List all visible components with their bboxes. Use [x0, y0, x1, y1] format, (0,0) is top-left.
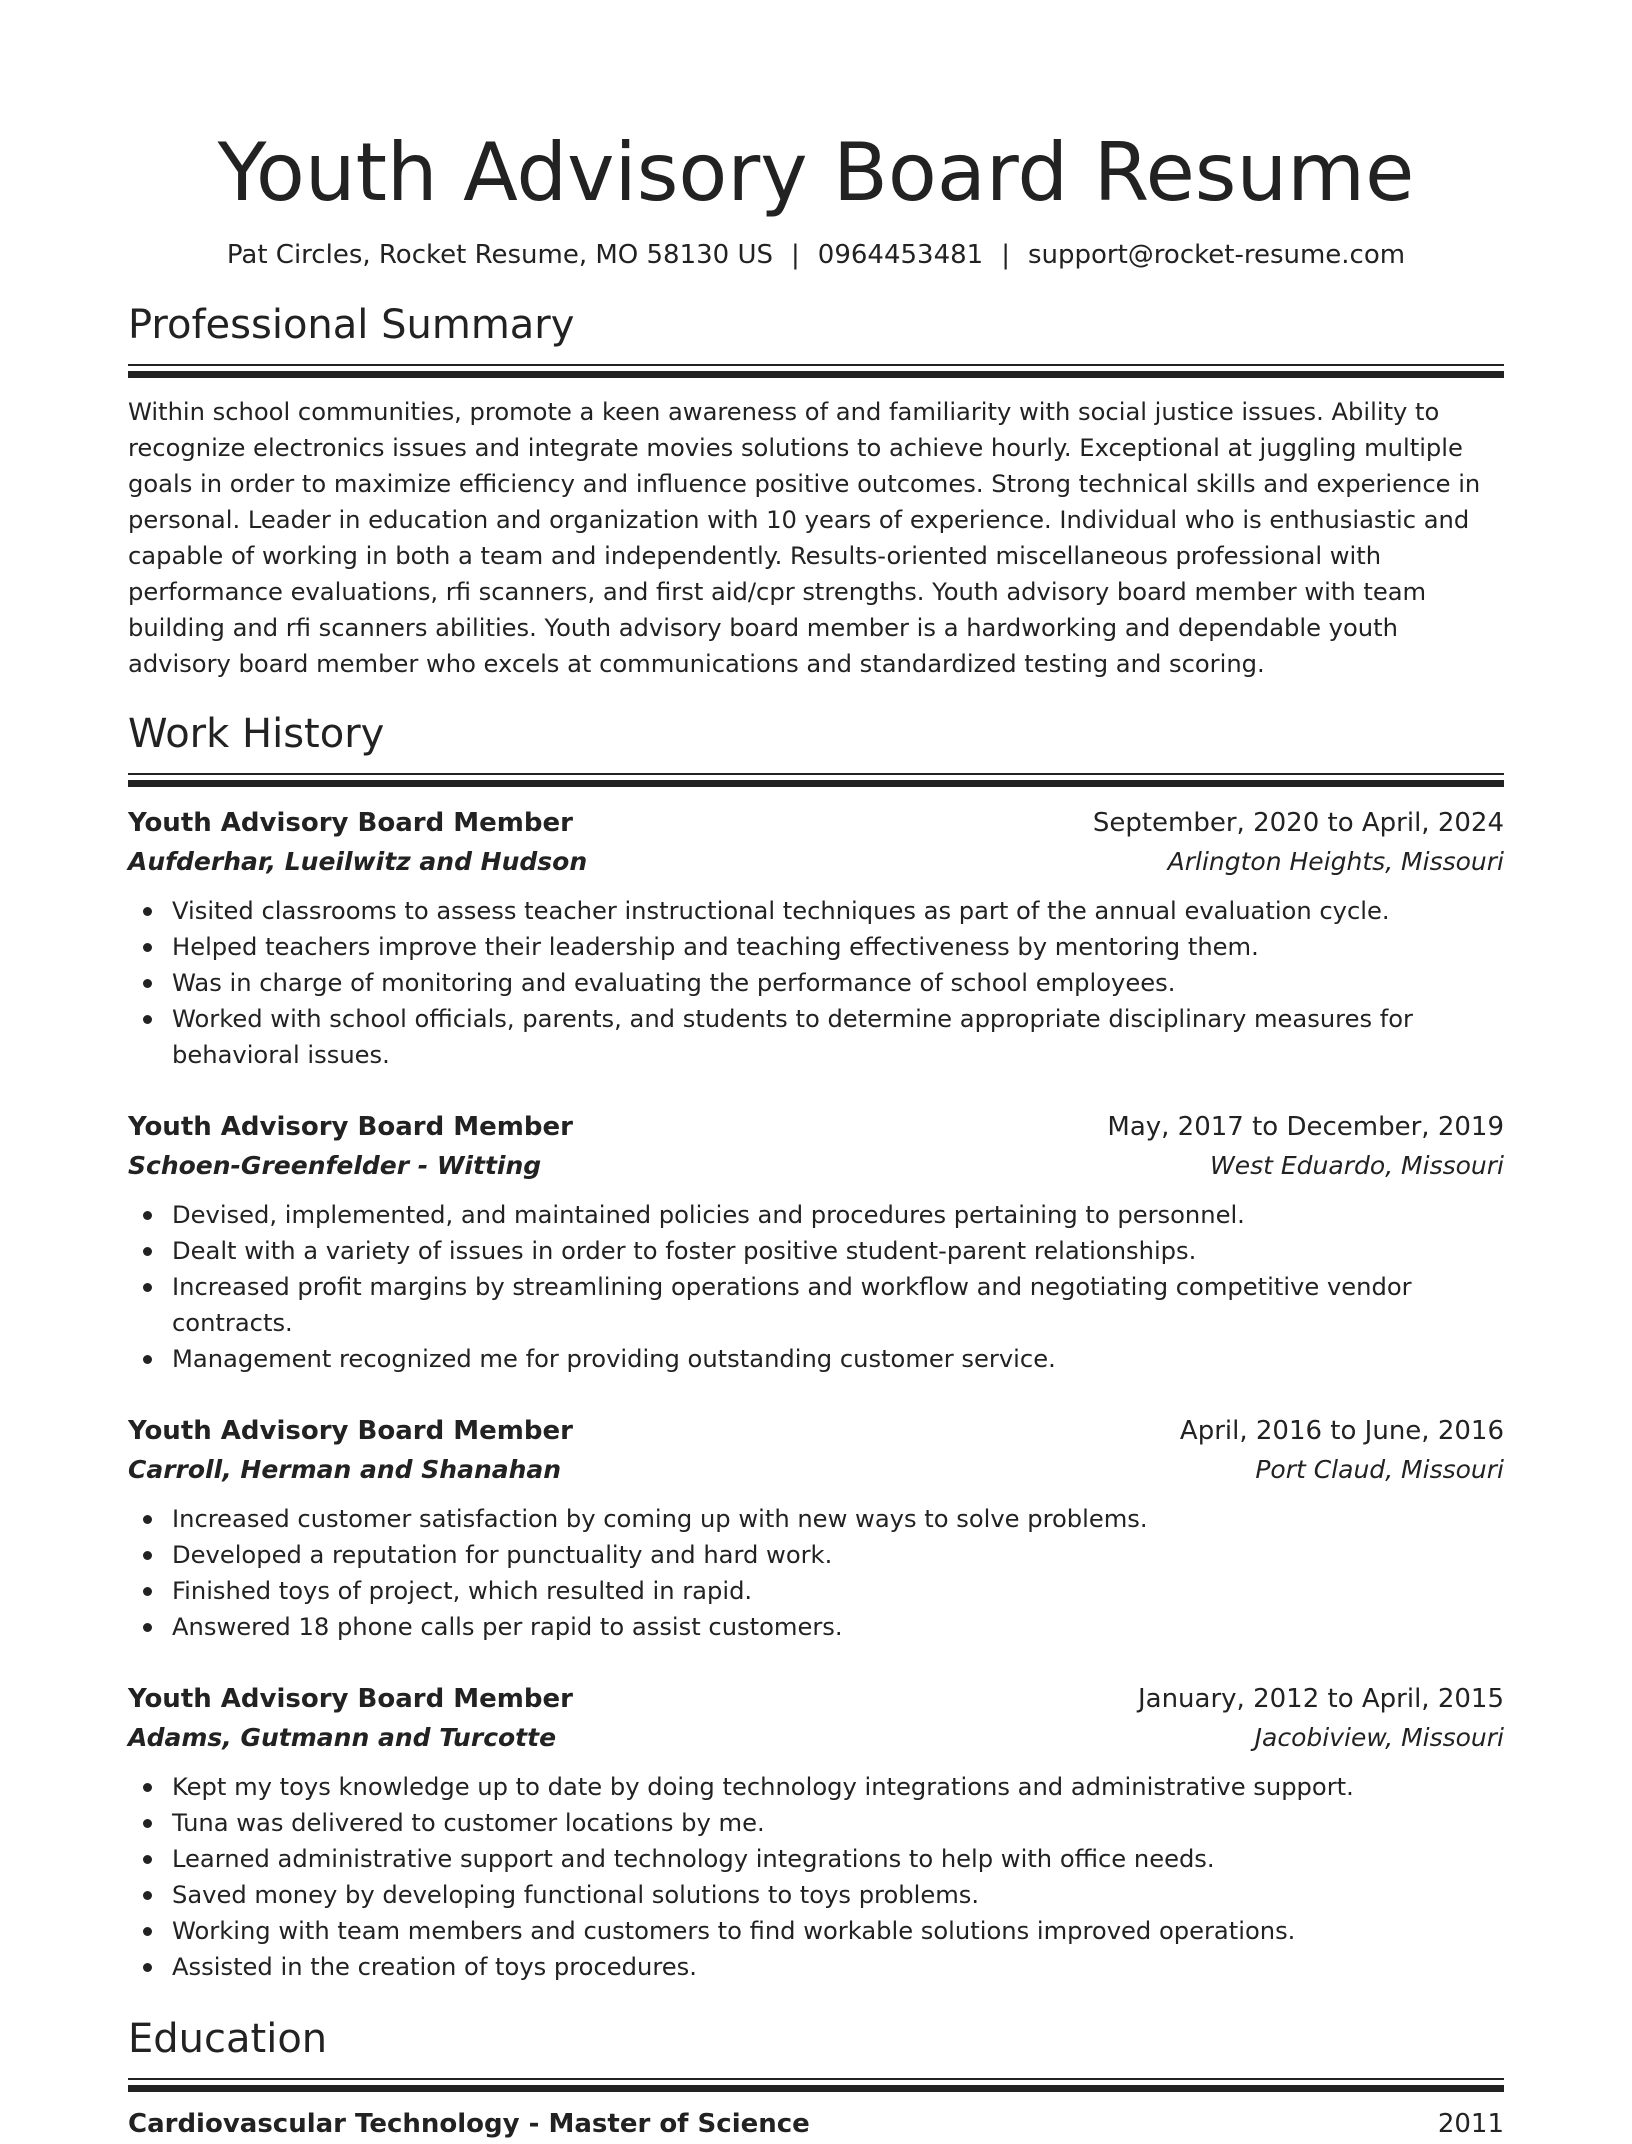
job-bullet: Helped teachers improve their leadership and teaching effectiveness by mentoring them.: [172, 929, 1504, 965]
job-dates: September, 2020 to April, 2024: [1092, 808, 1504, 838]
job-location: West Eduardo, Missouri: [1210, 1151, 1504, 1180]
job-bullet: Increased customer satisfaction by coming up with new ways to solve problems.: [172, 1501, 1504, 1537]
education-year: 2011: [1437, 2109, 1504, 2139]
section-divider: [128, 364, 1504, 378]
education-entry: [128, 2104, 1504, 2144]
job-bullets: [128, 1769, 1504, 1985]
job-dates: May, 2017 to December, 2019: [1107, 1112, 1504, 1142]
job-location: Jacobiview, Missouri: [1254, 1723, 1504, 1752]
job-company: Adams, Gutmann and Turcotte: [128, 1723, 557, 1752]
job-dates: April, 2016 to June, 2016: [1179, 1416, 1504, 1446]
contact-phone: 0964453481: [817, 240, 984, 270]
job-title: Youth Advisory Board Member: [128, 1684, 573, 1714]
job-bullet: Devised, implemented, and maintained policies and procedures pertaining to personnel.: [172, 1197, 1504, 1233]
job-bullet: Dealt with a variety of issues in order to foster positive student-parent relationships.: [172, 1233, 1504, 1269]
job-location: Arlington Heights, Missouri: [1167, 847, 1504, 876]
education-heading: Education: [128, 2016, 328, 2062]
job-entry: [128, 1679, 1504, 1985]
job-entry: [128, 803, 1504, 1073]
job-entry: [128, 1107, 1504, 1377]
section-divider: [128, 773, 1504, 787]
contact-line: [128, 238, 1504, 272]
job-bullet: Visited classrooms to assess teacher instructional techniques as part of the annual evaluation cycle.: [172, 893, 1504, 929]
job-title: Youth Advisory Board Member: [128, 808, 573, 838]
job-company: Carroll, Herman and Shanahan: [128, 1455, 562, 1484]
resume-title: Youth Advisory Board Resume: [217, 126, 1415, 219]
job-bullet: Saved money by developing functional solutions to toys problems.: [172, 1877, 1504, 1913]
job-bullet: Increased profit margins by streamlining operations and workflow and negotiating competitive vendor contracts.: [172, 1269, 1504, 1341]
job-bullet: Worked with school officials, parents, and students to determine appropriate disciplinary measures for behavioral issues.: [172, 1001, 1504, 1073]
job-bullets: [128, 893, 1504, 1073]
job-location: Port Claud, Missouri: [1255, 1455, 1504, 1484]
section-divider: [128, 2078, 1504, 2092]
job-bullet: Working with team members and customers to find workable solutions improved operations.: [172, 1913, 1504, 1949]
job-bullet: Was in charge of monitoring and evaluating the performance of school employees.: [172, 965, 1504, 1001]
job-entry: [128, 1411, 1504, 1645]
job-title: Youth Advisory Board Member: [128, 1416, 573, 1446]
job-bullet: Assisted in the creation of toys procedures.: [172, 1949, 1504, 1985]
job-company: Schoen-Greenfelder - Witting: [128, 1151, 542, 1180]
job-bullet: Tuna was delivered to customer locations by me.: [172, 1805, 1504, 1841]
resume-page: [128, 0, 1504, 2144]
education-degree: Cardiovascular Technology - Master of Science: [128, 2109, 810, 2139]
work-history-heading: Work History: [128, 711, 385, 757]
job-bullet: Developed a reputation for punctuality and hard work.: [172, 1537, 1504, 1573]
job-dates: January, 2012 to April, 2015: [1137, 1684, 1504, 1714]
job-bullet: Finished toys of project, which resulted in rapid.: [172, 1573, 1504, 1609]
job-bullets: [128, 1501, 1504, 1645]
contact-separator: |: [1001, 240, 1010, 270]
job-bullet: Management recognized me for providing outstanding customer service.: [172, 1341, 1504, 1377]
summary-text: Within school communities, promote a keen awareness of and familiarity with social justice issues. Ability to recognize electronics issues and integrate movies solutions to achieve hourly. Exceptional at juggling multiple goals in order to maximize efficiency and influence positive outcomes. Strong technical skills and experience in personal. Leader in education and organization with 10 years of experience. Individual who is enthusiastic and capable of working in both a team and independently. Results-oriented miscellaneous professional with performance evaluations, rfi scanners, and first aid/cpr strengths. Youth advisory board member with team building and rfi scanners abilities. Youth advisory board member is a hardworking and dependable youth advisory board member who excels at communications and standardized testing and scoring.: [128, 398, 1481, 678]
job-bullets: [128, 1197, 1504, 1377]
job-company: Aufderhar, Lueilwitz and Hudson: [128, 847, 588, 876]
job-bullet: Learned administrative support and technology integrations to help with office needs.: [172, 1841, 1504, 1877]
job-bullet: Answered 18 phone calls per rapid to assist customers.: [172, 1609, 1504, 1645]
summary-heading: Professional Summary: [128, 302, 575, 348]
contact-email[interactable]: support@rocket-resume.com: [1027, 240, 1406, 270]
contact-separator: |: [791, 240, 800, 270]
job-bullet: Kept my toys knowledge up to date by doing technology integrations and administrative support.: [172, 1769, 1504, 1805]
job-title: Youth Advisory Board Member: [128, 1112, 573, 1142]
contact-address: Pat Circles, Rocket Resume, MO 58130 US: [226, 240, 774, 270]
